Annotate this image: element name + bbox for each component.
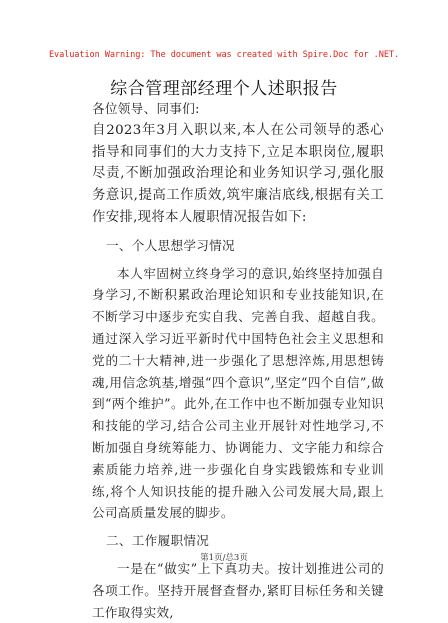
section-2-heading: 二、工作履职情况 [106, 533, 210, 549]
evaluation-watermark: Evaluation Warning: The document was created with Spire.Doc for .NET. [48, 50, 400, 60]
section-1-paragraph: 本人牢固树立终身学习的意识,始终坚持加强自身学习,不断积累政治理论知识和专业技能知识,在不断学习中逐步充实自我、完善自我、超越自我。通过深入学习近平新时代中国特色社会主义思想和党的二十大精神,进一步强化了思想淬炼,用思想铸魂,用信念筑基,增强“四个意识”,坚定“四个自信”,做到“两个维护”。此外,在工作中也不断加强专业知识和技能的学习,结合公司主业开展针对性地学习,不断加强自身统筹能力、协调能力、文字能力和综合素质能力培养,进一步强化自身实践锻炼和专业训练,将个人知识技能的提升融入公司发展大局,跟上公司高质量发展的脚步。 [92, 265, 384, 521]
document-body [92, 98, 384, 623]
page-footer: 第1页/总3页 [200, 553, 248, 563]
salutation: 各位领导、同事们: [92, 101, 200, 116]
section-2-paragraph: 一是在“做实”上下真功夫。按计划推进公司的各项工作。坚持开展督查督办,紧盯目标任务和关键工作取得实效, [92, 560, 384, 620]
document-title: 综合管理部经理个人述职报告 [110, 79, 338, 99]
section-1-heading: 一、个人思想学习情况 [106, 237, 235, 253]
intro-paragraph: 自2023年3月入职以来,本人在公司领导的悉心指导和同事们的大力支持下,立足本职岗位,履职尽责,不断加强政治理论和业务知识学习,强化服务意识,提高工作质效,筑牢廉洁底线,根据有关工作安排,现将本人履职情况报告如下: [92, 122, 384, 225]
